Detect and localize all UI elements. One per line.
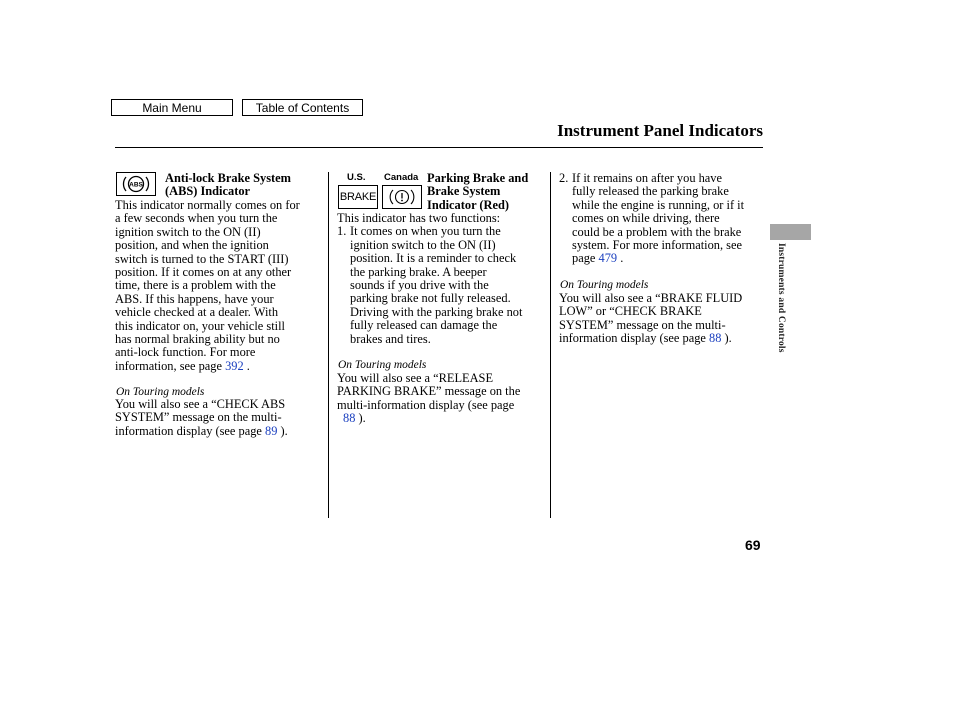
section-tab-label: Instruments and Controls bbox=[776, 243, 786, 353]
brake-symbol-icon bbox=[382, 185, 422, 209]
col3-touring-line bbox=[559, 332, 764, 345]
col3-touring-line: LOW” or “CHECK BRAKE bbox=[559, 304, 702, 319]
item2-end: . bbox=[617, 251, 624, 266]
abs-body-line: time, there is a problem with the bbox=[115, 278, 276, 293]
abs-touring-text: information display (see page bbox=[115, 423, 266, 438]
abs-body-line: a few seconds when you turn the bbox=[115, 211, 278, 226]
abs-touring-line: You will also see a “CHECK ABS bbox=[115, 397, 286, 411]
brake-item-line: parking brake not fully released. bbox=[350, 291, 511, 306]
abs-icon-label: ABS bbox=[129, 181, 143, 189]
col3-touring-label: On Touring models bbox=[560, 279, 649, 291]
page-88-link[interactable]: 88 bbox=[709, 331, 722, 346]
abs-body-line: ABS. If this happens, have your bbox=[115, 291, 274, 306]
abs-body-line: This indicator normally comes on for bbox=[115, 198, 300, 212]
main-menu-button[interactable]: Main Menu bbox=[111, 99, 233, 116]
column-divider-2 bbox=[550, 172, 551, 518]
item2-line: while the engine is running, or if it bbox=[572, 197, 745, 212]
item2-text: page bbox=[572, 251, 599, 266]
brake-touring-text bbox=[337, 372, 547, 426]
brake-item-line: brakes and tires. bbox=[350, 331, 431, 346]
col3-touring-line: SYSTEM” message on the multi- bbox=[559, 317, 726, 332]
abs-body-line: ignition switch to the ON (II) bbox=[115, 224, 261, 239]
brake-touring-line: multi-information display (see page bbox=[337, 397, 515, 412]
us-label: U.S. bbox=[347, 172, 366, 183]
brake-touring-line: You will also see a “RELEASE bbox=[337, 371, 494, 385]
brake-indicator-icon bbox=[338, 185, 378, 209]
brake-list-item-2 bbox=[559, 172, 764, 266]
title-rule bbox=[115, 147, 763, 148]
abs-body-line: position, and when the ignition bbox=[115, 238, 269, 253]
col3-touring-text bbox=[559, 292, 764, 346]
brake-touring-line bbox=[337, 412, 547, 425]
abs-heading-line1: Anti-lock Brake System bbox=[165, 171, 291, 185]
page-title: Instrument Panel Indicators bbox=[557, 121, 763, 140]
brake-item-2 bbox=[559, 172, 764, 266]
table-of-contents-button[interactable]: Table of Contents bbox=[242, 99, 363, 116]
brake-touring-label: On Touring models bbox=[338, 359, 427, 371]
abs-touring-label: On Touring models bbox=[116, 386, 205, 398]
brake-item-line: ignition switch to the ON (II) bbox=[350, 237, 496, 252]
page-479-link[interactable]: 479 bbox=[598, 251, 618, 266]
brake-item-line: Driving with the parking brake not bbox=[350, 304, 523, 319]
abs-touring-text bbox=[115, 398, 325, 438]
page-number: 69 bbox=[745, 537, 761, 553]
abs-body-line: this indicator on, your vehicle still bbox=[115, 318, 285, 333]
brake-touring-end: ). bbox=[355, 411, 366, 426]
abs-heading-line2: (ABS) Indicator bbox=[165, 184, 251, 199]
canada-label: Canada bbox=[384, 172, 419, 183]
brake-heading bbox=[427, 172, 547, 212]
abs-touring-end: ). bbox=[277, 423, 288, 438]
col3-touring-line: You will also see a “BRAKE FLUID bbox=[559, 291, 743, 305]
brake-list-item-1 bbox=[337, 225, 547, 346]
col3-touring-text: information display (see page bbox=[559, 331, 710, 346]
brake-item-line: sounds if you drive with the bbox=[350, 278, 489, 293]
item2-line: could be a problem with the brake bbox=[572, 224, 742, 239]
abs-indicator-icon bbox=[116, 172, 156, 196]
item2-line: fully released the parking brake bbox=[572, 184, 729, 199]
abs-body-end: . bbox=[243, 358, 250, 373]
abs-body-last-line bbox=[115, 360, 325, 373]
abs-body-line: switch is turned to the START (III) bbox=[115, 251, 289, 266]
brake-heading-line2: Brake System bbox=[427, 184, 501, 199]
item2-last-line bbox=[572, 252, 764, 265]
abs-body-line: vehicle checked at a dealer. With bbox=[115, 305, 279, 320]
brake-touring-line: PARKING BRAKE” message on the bbox=[337, 384, 521, 399]
brake-item-line: the parking brake. A beeper bbox=[350, 264, 487, 279]
page-89-link[interactable]: 89 bbox=[265, 423, 278, 438]
brake-item-line: fully released can damage the bbox=[350, 318, 498, 333]
brake-icon-label: BRAKE bbox=[339, 191, 377, 203]
list-number: 1. bbox=[337, 224, 347, 239]
brake-body bbox=[337, 212, 547, 346]
abs-body-line: has normal braking ability but no bbox=[115, 332, 280, 347]
abs-touring-line bbox=[115, 425, 325, 438]
abs-body-text: information, see page bbox=[115, 358, 226, 373]
item2-line: system. For more information, see bbox=[572, 238, 742, 253]
item2-line: If it remains on after you have bbox=[572, 171, 723, 185]
item2-line: comes on while driving, there bbox=[572, 211, 720, 226]
page-88-link[interactable]: 88 bbox=[343, 411, 356, 426]
page-392-link[interactable]: 392 bbox=[225, 358, 244, 373]
list-number: 2. bbox=[559, 171, 569, 185]
brake-intro: This indicator has two functions: bbox=[337, 211, 501, 225]
brake-heading-line3: Indicator (Red) bbox=[427, 197, 510, 212]
brake-item-line: position. It is a reminder to check bbox=[350, 251, 517, 266]
abs-heading bbox=[165, 172, 325, 199]
abs-body-line: anti-lock function. For more bbox=[115, 345, 256, 360]
column-divider-1 bbox=[328, 172, 329, 518]
brake-item-line: It comes on when you turn the bbox=[350, 224, 501, 239]
section-tab bbox=[770, 224, 811, 240]
abs-body-line: position. If it comes on at any other bbox=[115, 265, 292, 280]
abs-body bbox=[115, 199, 325, 373]
brake-heading-line1: Parking Brake and bbox=[427, 171, 529, 185]
col3-touring-end: ). bbox=[721, 331, 732, 346]
abs-touring-line: SYSTEM” message on the multi- bbox=[115, 410, 282, 425]
